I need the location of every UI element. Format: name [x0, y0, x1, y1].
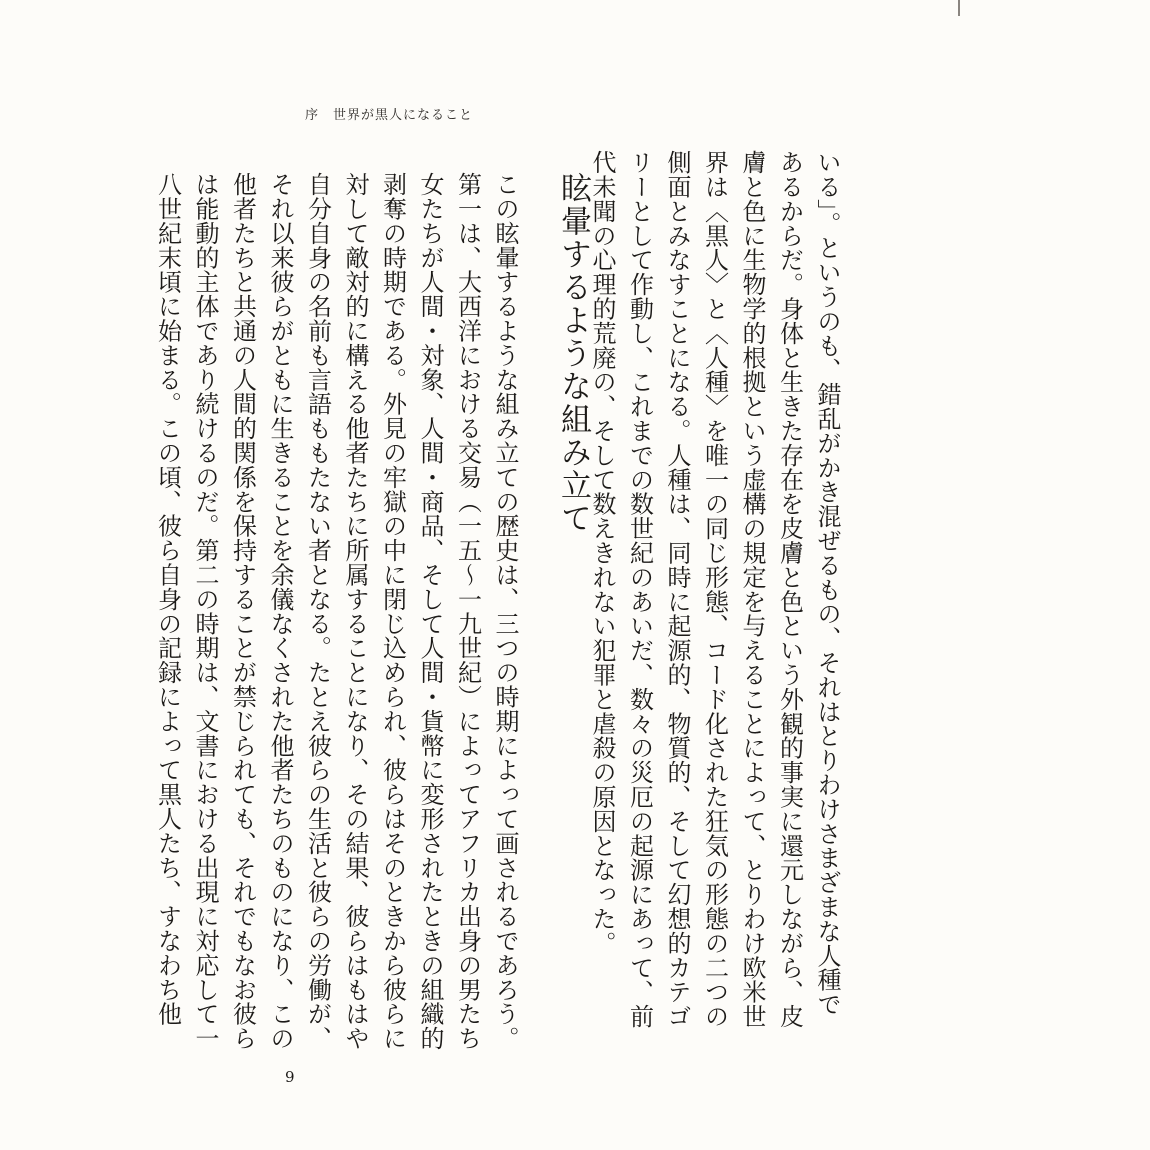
page-number: 9 — [285, 1068, 295, 1086]
page-edge-mark — [958, 0, 960, 16]
running-head-chapter: 序 — [305, 108, 320, 123]
running-head — [305, 104, 473, 122]
body-text-column-a: いる」。というのも、錯乱がかき混ぜるもの、それはとりわけさまざまな人種であるからだ。身体と生きた存在を皮膚と色という外観的事実に還元しながら、皮膚と色に生物学的根拠という虚構の規定を与えることによって、とりわけ欧米世界は〈黒人〉と〈人種〉を唯一の同じ形態、コード化された狂気の形態の二つの側面とみなすことになる。人種は、同時に起源的、物質的、そして幻想的カテゴリーとして作動し、これまでの数世紀のあいだ、数々の災厄の起源にあって、前代未聞の心理的荒廃の、そして数えきれない犯罪と虐殺の原因となった。 — [588, 150, 841, 1029]
running-head-title: 世界が黒人になること — [333, 108, 474, 123]
body-text-column-b: この眩暈するような組み立ての歴史は、三つの時期によって画されるであろう。第一は、大西洋における交易（一五〜一九世紀）によってアフリカ出身の男たち女たちが人間・対象、人間・商品、そして人間・貨幣に変形されたときの組織的剥奪の時期である。外見の牢獄の中に閉じ込められ、彼らはそのときから彼らに対して敵対的に構える他者たちに所属することになり、その結果、彼らはもはや自分自身の名前も言語ももたない者となる。たとえ彼らの生活と彼らの労働が、それ以来彼らがともに生きることを余儀なくされた他者たちのものになり、この他者たちと共通の人間的関係を保持することが禁じられても、それでもなお彼らは能動的主体であり続けるのだ。第二の時期は、文書における出現に対応して一八世紀末頃に始まる。この頃、彼ら自身の記録によって黒人たち、すなわち他 — [153, 172, 519, 1051]
section-heading: 眩暈するような組み立て — [555, 172, 591, 535]
